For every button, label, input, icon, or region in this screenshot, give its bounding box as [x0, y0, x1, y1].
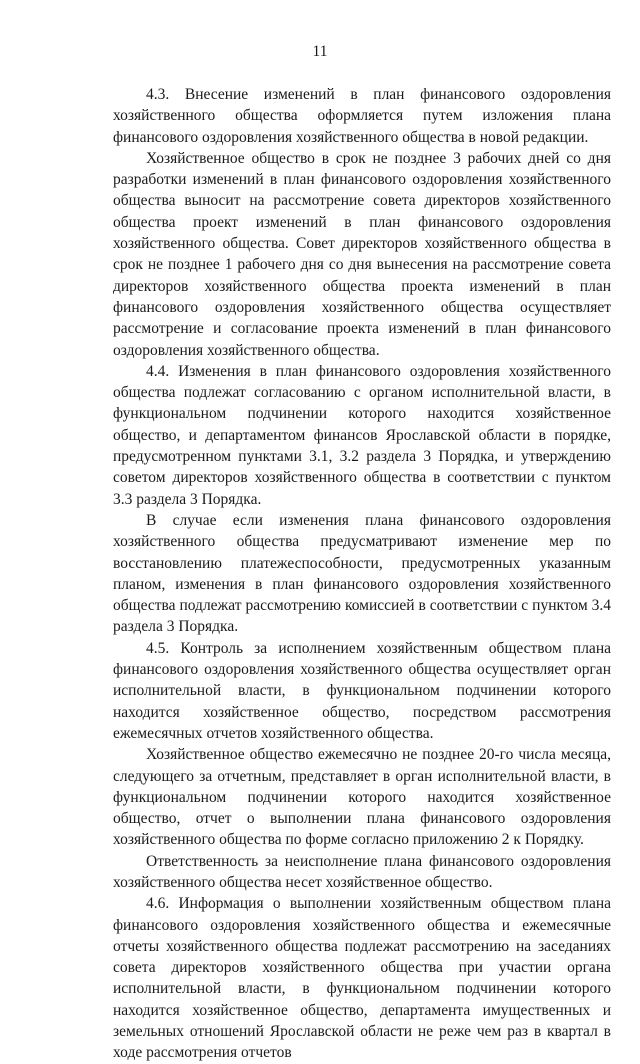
paragraph-responsibility: Ответственность за неисполнение плана финансового оздоровления хозяйственного общества несет хозяйственное общество.: [113, 852, 611, 891]
document-body: [113, 84, 611, 1064]
paragraph-commission-review: В случае если изменения плана финансового оздоровления хозяйственного общества предусматривают изменение мер по восстановлению платежеспособности, предусмотренных указанным планом, изменения в план финансового оздоровления хозяйственного общества подлежат рассмотрению комиссией в соответствии с пунктом 3.4 раздела 3 Порядка.: [113, 511, 611, 636]
page-number: 11: [312, 43, 328, 60]
paragraph-4-6: 4.6. Информация о выполнении хозяйственным обществом плана финансового оздоровления хозяйственного общества и ежемесячные отчеты хозяйственного общества подлежат рассмотрению на заседаниях совета директоров хозяйственного общества при участии органа исполнительной власти, в функциональном подчинении которого находится хозяйственное общество, департамента имущественных и земельных отношений Ярославской области не реже чем раз в квартал в ходе рассмотрения отчетов: [113, 895, 611, 1062]
paragraph-4-3: 4.3. Внесение изменений в план финансового оздоровления хозяйственного общества оформляется путем изложения плана финансового оздоровления хозяйственного общества в новой редакции.: [113, 86, 611, 146]
paragraph-monthly-report: Хозяйственное общество ежемесячно не позднее 20-го числа месяца, следующего за отчетным, представляет в орган исполнительной власти, в функциональном подчинении которого находится хозяйственное общество, отчет о выполнении плана финансового оздоровления хозяйственного общества по форме согласно приложению 2 к Порядку.: [113, 746, 611, 849]
paragraph-4-4: 4.4. Изменения в план финансового оздоровления хозяйственного общества подлежат согласованию с органом исполнительной власти, в функциональном подчинении которого находится хозяйственное общество, и департаментом финансов Ярославской области в порядке, предусмотренном пунктами 3.1, 3.2 раздела 3 Порядка, и утверждению советом директоров хозяйственного общества в соответствии с пунктом 3.3 раздела 3 Порядка.: [113, 362, 611, 508]
paragraph-changes-review: Хозяйственное общество в срок не позднее 3 рабочих дней со дня разработки изменений в план финансового оздоровления хозяйственного общества выносит на рассмотрение совета директоров хозяйственного общества проект изменений в план финансового оздоровления хозяйственного общества. Совет директоров хозяйственного общества в срок не позднее 1 рабочего дня со дня вынесения на рассмотрение совета директоров хозяйственного общества проекта изменений в план финансового оздоровления хозяйственного общества осуществляет рассмотрение и согласование проекта изменений в план финансового оздоровления хозяйственного общества.: [113, 149, 611, 359]
paragraph-4-5: 4.5. Контроль за исполнением хозяйственным обществом плана финансового оздоровления хозяйственного общества осуществляет орган исполнительной власти, в функциональном подчинении которого находится хозяйственное общество, посредством рассмотрения ежемесячных отчетов хозяйственного общества.: [113, 639, 611, 742]
